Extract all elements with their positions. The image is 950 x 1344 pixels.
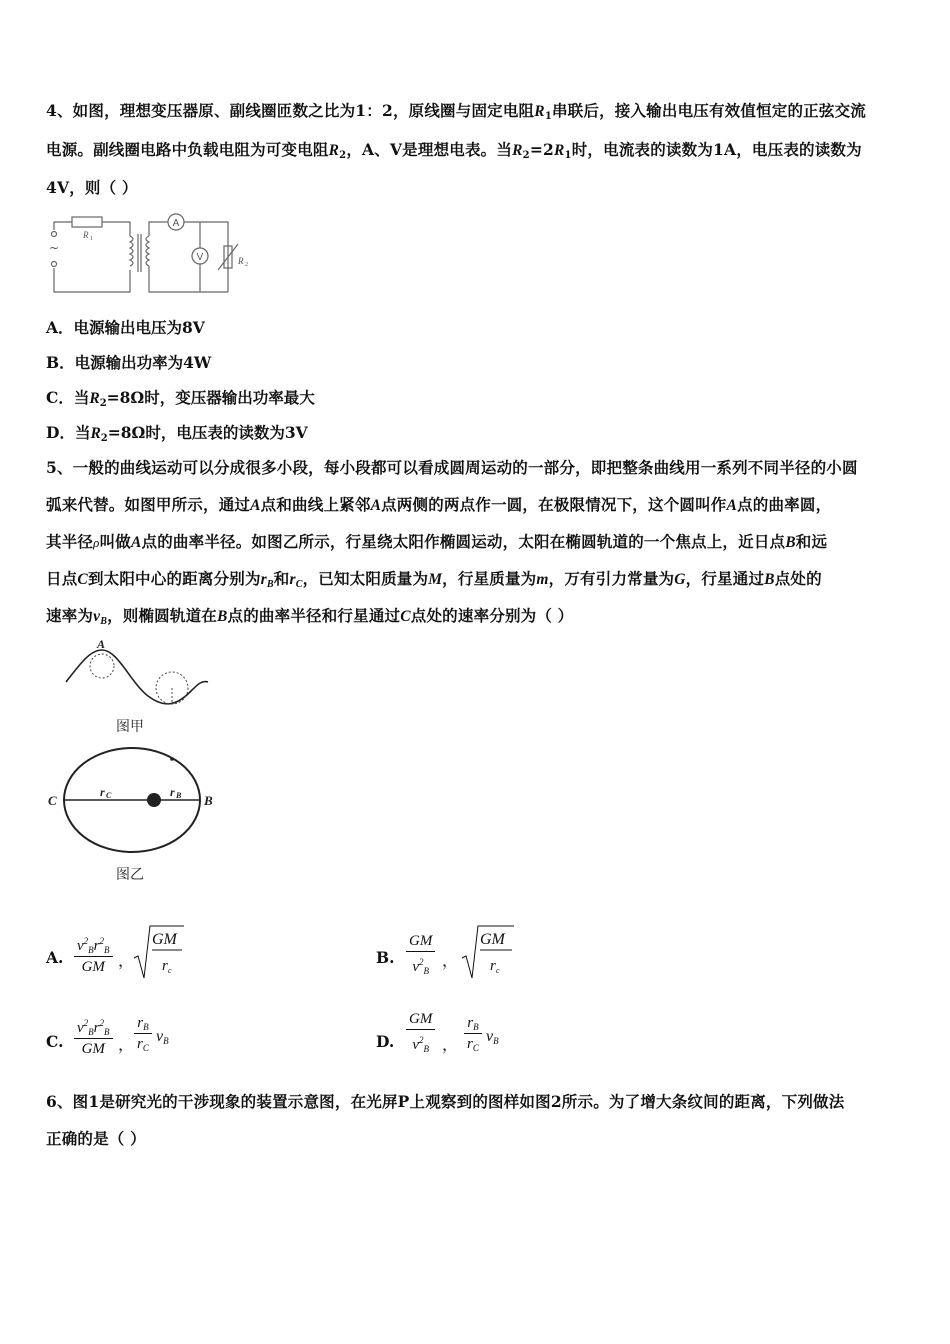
transformer-circuit-diagram [42,208,272,300]
q4-option-d[interactable]: D．当$R_2=8\Omega$时，电压表的读数为3V [46,423,308,444]
svg-text:GM: GM [480,931,505,948]
rc-label: r [100,785,105,799]
svg-text:2: 2 [245,262,248,268]
q4-line-2: 电源。副线圈电路中负载电阻为可变电阻$R_2$，A、V是理想电表。当$R_2=2R_1$时，电流表的读数为1A，电压表的读数为 [46,140,862,161]
r1-label: R [83,230,89,240]
point-c-label: C [48,793,57,808]
r2-label: R [238,256,244,266]
svg-text:c: c [496,966,500,975]
fig-jia-caption: 图甲 [116,719,144,735]
q5-line-5: 速率为$v_B$，则椭圆轨道在B点的曲率半径和行星通过C点处的速率分别为（ ） [46,606,574,627]
fig-yi-caption: 图乙 [116,867,144,883]
voltmeter-label: V [196,252,204,263]
q4-option-c[interactable]: C．当$R_2=8\Omega$时，变压器输出功率最大 [46,388,315,409]
svg-text:C: C [106,791,112,800]
q6-line-1: 6、图1是研究光的干涉现象的装置示意图，在光屏P上观察到的图样如图2所示。为了增大条纹间的距离，下列做法 [46,1092,845,1111]
svg-text:B: B [176,791,182,800]
svg-text:1: 1 [90,236,93,242]
svg-text:c: c [168,966,172,975]
q5-line-4: 日点C到太阳中心的距离分别为$r_B$和$r_C$，已知太阳质量为M，行星质量为m，万有引力常量为G，行星通过B点处的 [46,569,822,590]
ammeter-label: A [172,218,180,229]
svg-text:GM: GM [152,931,177,948]
q5-line-3: 其半径ρ叫做A点的曲率半径。如图乙所示，行星绕太阳作椭圆运动，太阳在椭圆轨道的一个焦点上，近日点B和远 [46,532,828,551]
q5-line-2: 弧来代替。如图甲所示，通过A点和曲线上紧邻A点两侧的两点作一圆，在极限情况下，这个圆叫作A点的曲率圆， [46,495,832,514]
svg-text:r: r [162,958,168,974]
svg-text:r: r [490,958,496,974]
q6-line-2: 正确的是（ ） [46,1129,146,1148]
q4-option-b[interactable]: B．电源输出功率为4W [46,353,212,372]
curvature-figure-jia [60,636,220,714]
elliptical-orbit-figure-yi [44,742,224,862]
q5-line-1: 5、一般的曲线运动可以分成很多小段，每小段都可以看成圆周运动的一部分，即把整条曲线用一系列不同半径的小圆 [46,458,858,477]
rb-label: r [170,785,175,799]
q4-line-1: 4、如图，理想变压器原、副线圈匝数之比为1：2，原线圈与固定电阻$R_1$串联后，接入输出电压有效值恒定的正弦交流 [46,101,866,122]
point-b-label: B [204,793,213,808]
ac-source-symbol: ~ [48,241,60,255]
q4-option-a[interactable]: A．电源输出电压为8V [46,318,205,337]
q4-line-3: 4V，则（ ） [46,178,138,197]
point-a-label: A [97,637,106,651]
